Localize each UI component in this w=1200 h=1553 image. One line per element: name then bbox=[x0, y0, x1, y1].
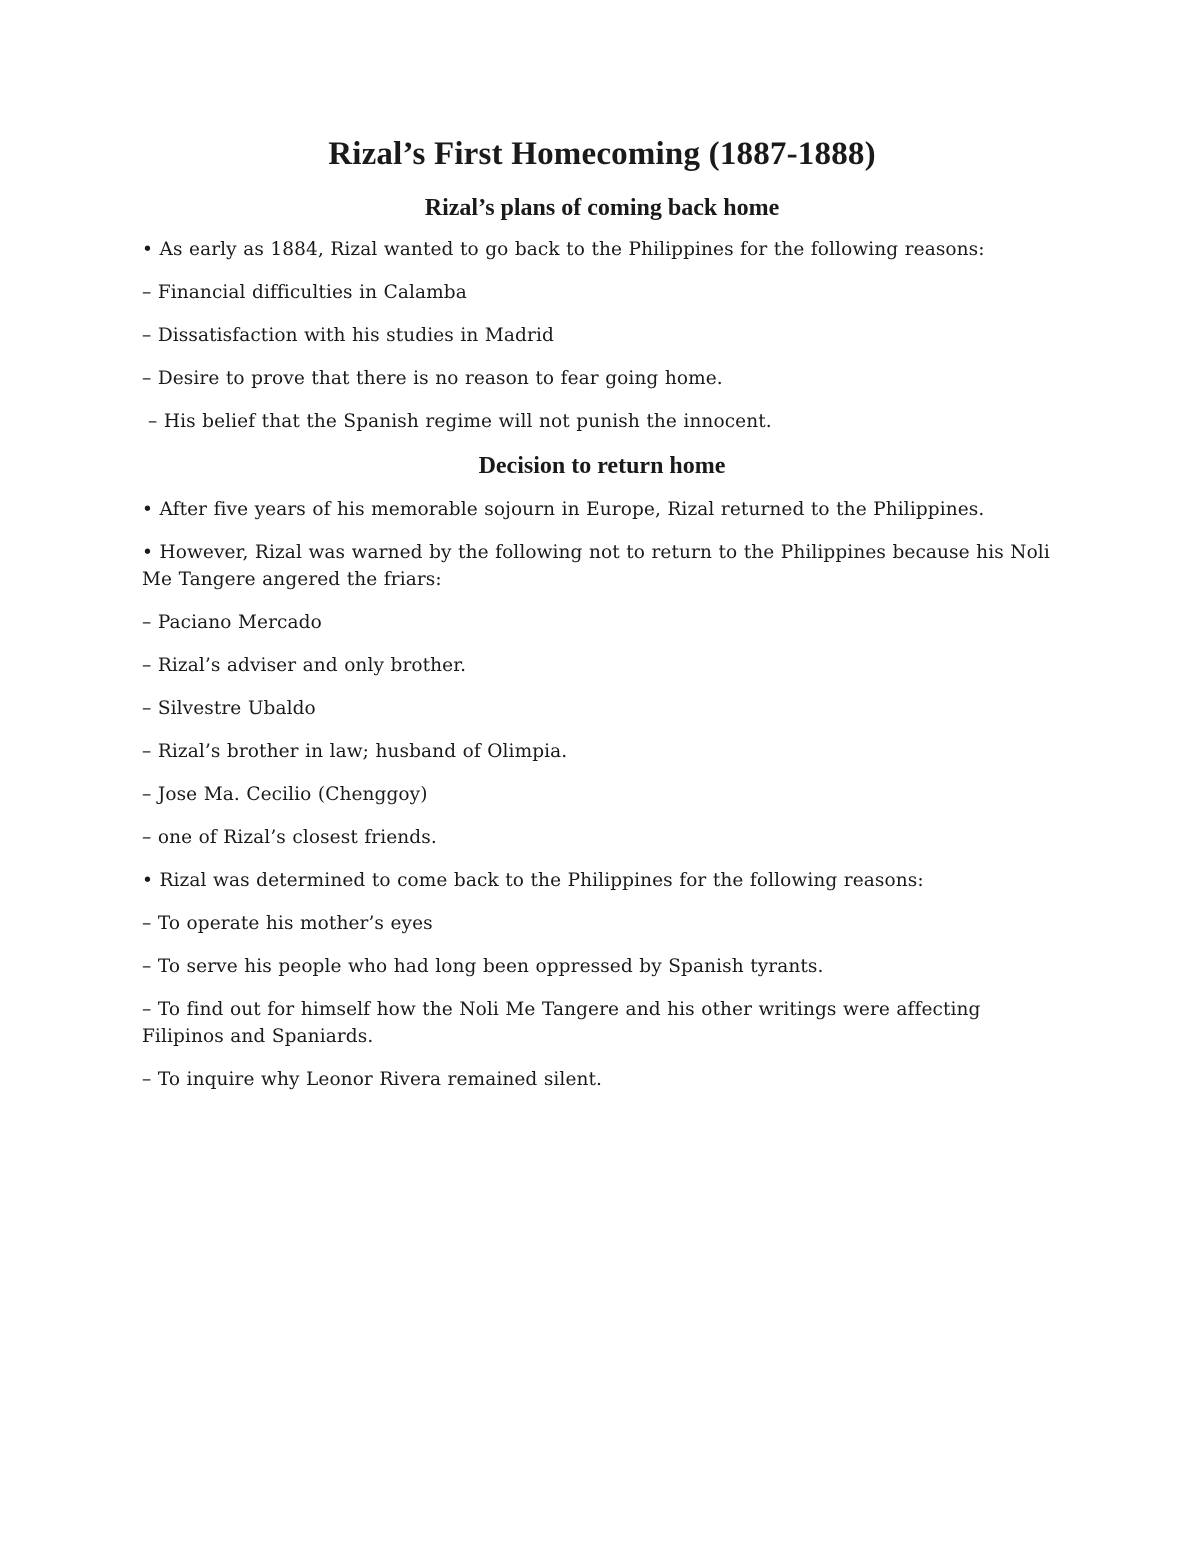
paragraph: – To inquire why Leonor Rivera remained silent. bbox=[142, 1069, 603, 1090]
paragraph: • As early as 1884, Rizal wanted to go back to the Philippines for the following reasons: bbox=[142, 239, 985, 260]
document-title: Rizal’s First Homecoming (1887-1888) bbox=[328, 136, 876, 172]
paragraph: – Silvestre Ubaldo bbox=[142, 698, 316, 719]
paragraph: – To find out for himself how the Noli Me Tangere and his other writings were affecting Filipinos and Spaniards. bbox=[142, 999, 981, 1047]
paragraph: • Rizal was determined to come back to the Philippines for the following reasons: bbox=[142, 870, 924, 891]
paragraph: – Financial difficulties in Calamba bbox=[142, 282, 467, 303]
paragraph: – Paciano Mercado bbox=[142, 612, 322, 633]
paragraph: – His belief that the Spanish regime will not punish the innocent. bbox=[148, 411, 772, 432]
section-heading-plans: Rizal’s plans of coming back home bbox=[424, 195, 780, 221]
paragraph: – Rizal’s brother in law; husband of Olimpia. bbox=[142, 741, 568, 762]
paragraph: – Rizal’s adviser and only brother. bbox=[142, 655, 467, 676]
paragraph: – To operate his mother’s eyes bbox=[142, 913, 433, 934]
paragraph: – To serve his people who had long been oppressed by Spanish tyrants. bbox=[142, 956, 824, 977]
paragraph: • After five years of his memorable sojourn in Europe, Rizal returned to the Philippines. bbox=[142, 499, 985, 520]
paragraph: – Dissatisfaction with his studies in Madrid bbox=[142, 325, 554, 346]
paragraph: – one of Rizal’s closest friends. bbox=[142, 827, 437, 848]
document-page bbox=[142, 136, 1062, 1109]
paragraph: – Desire to prove that there is no reason to fear going home. bbox=[142, 368, 723, 389]
section-heading-decision: Decision to return home bbox=[478, 453, 726, 479]
paragraph: • However, Rizal was warned by the following not to return to the Philippines because his Noli Me Tangere angered the friars: bbox=[142, 542, 1050, 590]
paragraph: – Jose Ma. Cecilio (Chenggoy) bbox=[142, 784, 428, 805]
